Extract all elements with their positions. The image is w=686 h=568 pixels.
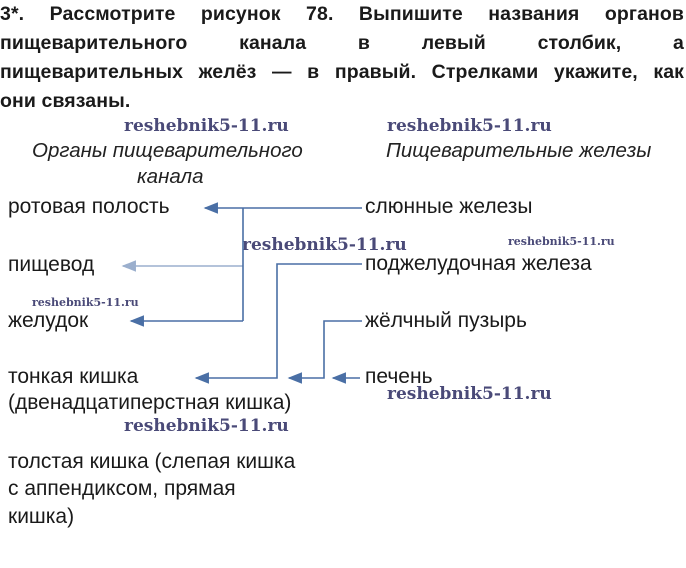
organ-stomach: желудок — [8, 309, 89, 332]
gland-salivary: слюнные железы — [365, 195, 533, 218]
right-column-header: Пищеварительные железы — [386, 139, 652, 162]
gland-liver: печень — [365, 365, 433, 388]
task-line-2: пищеварительного канала в левый столбик, а — [0, 32, 684, 54]
watermark: reshebnik5-11.ru — [124, 416, 289, 436]
left-column-header-cont: канала — [137, 165, 204, 188]
organ-esophagus: пищевод — [8, 253, 95, 276]
organ-small-intestine: тонкая кишка — [8, 365, 139, 388]
organ-oral-cavity: ротовая полость — [8, 195, 170, 218]
watermark: reshebnik5-11.ru — [387, 116, 552, 136]
watermark: reshebnik5-11.ru — [32, 296, 139, 309]
organ-large-intestine-end: кишка) — [8, 505, 75, 528]
watermark: reshebnik5-11.ru — [242, 235, 407, 255]
watermark: reshebnik5-11.ru — [508, 235, 615, 248]
organ-small-intestine-note: (двенадцатиперстная кишка) — [8, 391, 292, 414]
gland-pancreas: поджелудочная железа — [365, 252, 592, 275]
watermark: reshebnik5-11.ru — [124, 116, 289, 136]
task-line-1: 3*. Рассмотрите рисунок 78. Выпишите названия органов — [0, 3, 684, 25]
task-line-4: они связаны. — [0, 90, 131, 112]
task-line-3: пищеварительных желёз — в правый. Стрелками укажите, как — [0, 61, 684, 83]
organ-large-intestine-cont: с аппендиксом, прямая — [8, 477, 236, 500]
organ-large-intestine: толстая кишка (слепая кишка — [8, 450, 296, 473]
watermark: reshebnik5-11.ru — [387, 384, 552, 404]
gland-gallbladder: жёлчный пузырь — [365, 309, 527, 332]
arrow-gallbladder — [289, 321, 362, 378]
left-column-header: Органы пищеварительного — [32, 139, 303, 162]
